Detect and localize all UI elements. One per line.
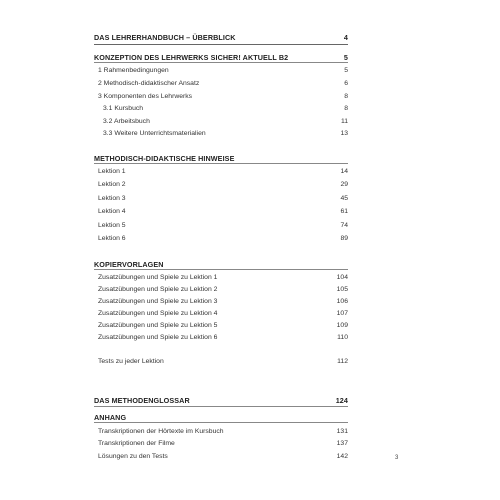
toc-page-number: 13 [340, 129, 348, 137]
toc-item-label: Transkriptionen der Hörtexte im Kursbuch [98, 427, 224, 435]
divider [94, 422, 348, 423]
divider [94, 62, 348, 63]
toc-item [94, 437, 348, 449]
toc-item-label: 3 Komponenten des Lehrwerks [98, 92, 193, 100]
toc-page-number: 8 [344, 92, 348, 100]
toc-item-label: Zusatzübungen und Spiele zu Lektion 5 [98, 321, 218, 329]
toc-item [94, 295, 348, 307]
divider [94, 163, 348, 164]
divider [94, 406, 348, 407]
toc-page-number: 5 [344, 66, 348, 74]
toc-page-number: 107 [336, 309, 348, 317]
toc-item [94, 192, 348, 204]
toc-item-label: Tests zu jeder Lektion [98, 357, 164, 365]
toc-item-label: Lektion 2 [98, 180, 126, 188]
toc-item [94, 307, 348, 319]
toc-item-label: Lektion 1 [98, 167, 126, 175]
toc-page-number: 89 [340, 234, 348, 242]
toc-heading-label: METHODISCH-DIDAKTISCHE HINWEISE [94, 153, 235, 163]
toc-page-number: 74 [340, 221, 348, 229]
toc-page-number: 4 [343, 32, 348, 42]
toc-item [94, 127, 348, 139]
toc-page-number: 61 [340, 207, 348, 215]
toc-heading-glossar [94, 394, 348, 406]
toc-page-number: 110 [337, 333, 348, 341]
toc-item-label: Lösungen zu den Tests [98, 452, 168, 460]
toc-item-label: Zusatzübungen und Spiele zu Lektion 6 [98, 333, 218, 341]
toc-item [94, 232, 348, 244]
toc-item-label: 3.3 Weitere Unterrichtsmaterialien [103, 129, 206, 137]
toc-item-label: Zusatzübungen und Spiele zu Lektion 1 [98, 273, 218, 281]
toc-item [94, 64, 348, 76]
toc-page-number: 142 [336, 452, 348, 460]
toc-item [94, 178, 348, 190]
page-number: 3 [395, 455, 399, 461]
divider [94, 44, 348, 45]
toc-page-number: 45 [340, 194, 348, 202]
toc-item-label: Lektion 4 [98, 207, 126, 215]
toc-page-number: 5 [343, 52, 348, 62]
toc-heading-label: KOPIERVORLAGEN [94, 259, 164, 269]
toc-page-number: 106 [336, 297, 348, 305]
toc-item-label: Lektion 5 [98, 221, 126, 229]
toc-item [94, 102, 348, 114]
toc-page-number: 104 [336, 273, 348, 281]
toc-page-number: 112 [337, 357, 348, 365]
toc-item [94, 90, 348, 102]
toc-item [94, 355, 348, 367]
toc-item [94, 283, 348, 295]
toc-page-number: 11 [340, 117, 348, 125]
toc-item-label: Transkriptionen der Filme [98, 439, 175, 447]
toc-item-label: Zusatzübungen und Spiele zu Lektion 3 [98, 297, 218, 305]
toc-page-number: 131 [336, 427, 348, 435]
toc-page-number: 8 [344, 104, 348, 112]
toc-item-label: 2 Methodisch-didaktischer Ansatz [98, 79, 200, 87]
toc-item-label: Lektion 6 [98, 234, 126, 242]
toc-item [94, 165, 348, 177]
toc-heading-label: KONZEPTION DES LEHRWERKS SICHER! AKTUELL B2 [94, 52, 289, 62]
toc-item [94, 115, 348, 127]
toc-item-label: Zusatzübungen und Spiele zu Lektion 4 [98, 309, 218, 317]
divider [94, 269, 348, 270]
toc-page-number: 14 [340, 167, 348, 175]
toc-page-number: 137 [336, 439, 348, 447]
toc-item [94, 271, 348, 283]
toc-page-number: 124 [335, 395, 348, 405]
toc-heading-label: ANHANG [94, 412, 127, 422]
toc-item [94, 77, 348, 89]
toc-item-label: 1 Rahmenbedingungen [98, 66, 169, 74]
toc-item [94, 319, 348, 331]
toc-page-number: 105 [336, 285, 348, 293]
toc-page-number: 6 [344, 79, 348, 87]
toc-item [94, 219, 348, 231]
toc-heading-label: DAS METHODENGLOSSAR [94, 395, 190, 405]
toc-heading-overview [94, 31, 348, 43]
toc-item-label: Lektion 3 [98, 194, 126, 202]
toc-item-label: 3.1 Kursbuch [103, 104, 144, 112]
toc-item [94, 450, 348, 462]
toc-item [94, 205, 348, 217]
toc-page-number: 29 [340, 180, 348, 188]
toc-item-label: 3.2 Arbeitsbuch [103, 117, 150, 125]
toc-item [94, 331, 348, 343]
toc-item [94, 425, 348, 437]
toc-item-label: Zusatzübungen und Spiele zu Lektion 2 [98, 285, 218, 293]
toc-page-number: 109 [336, 321, 348, 329]
toc-heading-label: DAS LEHRERHANDBUCH – ÜBERBLICK [94, 32, 236, 42]
